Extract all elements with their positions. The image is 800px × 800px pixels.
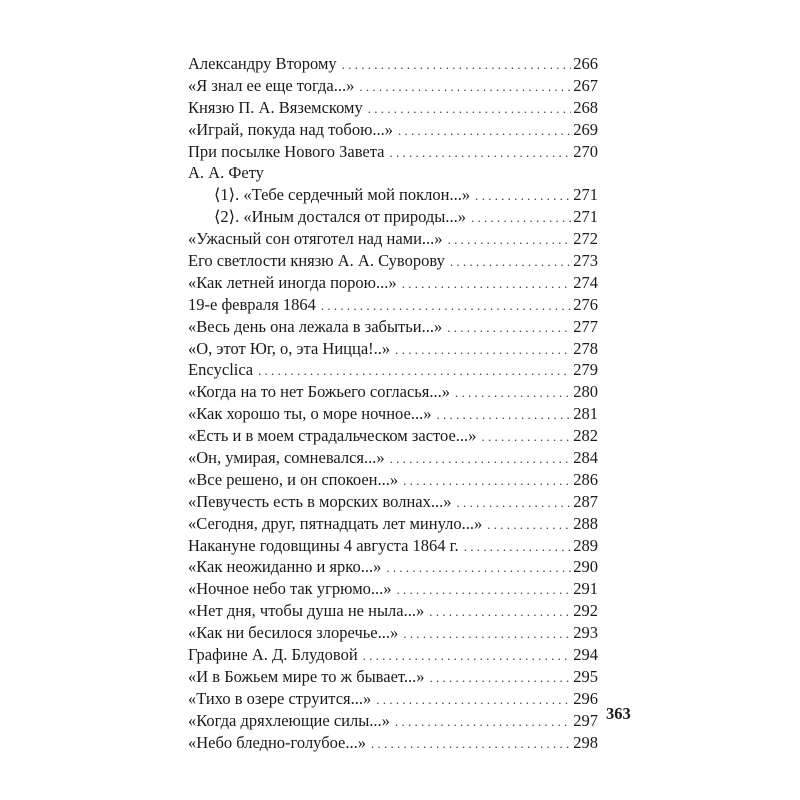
toc-entry-title: «Когда на то нет Божьего согласья...» <box>188 382 451 402</box>
toc-entry-page: 266 <box>573 54 598 73</box>
toc-entry <box>188 228 598 250</box>
toc-entry-title: «Я знал ее еще тогда...» <box>188 75 355 95</box>
toc-entry <box>188 688 598 710</box>
toc-entry <box>188 556 598 578</box>
toc-entry-page: 295 <box>573 666 598 686</box>
toc-entry-title: А. А. Фету <box>188 163 264 183</box>
toc-entry-title: «Играй, покуда над тобою...» <box>188 119 394 139</box>
toc-entry <box>188 732 598 754</box>
dot-leader <box>376 689 571 711</box>
dot-leader <box>390 448 572 470</box>
toc-entry <box>188 184 598 206</box>
toc-entry <box>188 250 598 272</box>
toc-entry-page: 273 <box>573 251 598 271</box>
toc-entry <box>188 75 598 97</box>
toc-entry-title: «Тихо в озере струится...» <box>188 688 372 708</box>
toc-entry-title: Накануне годовщины 4 августа 1864 г. <box>188 535 459 555</box>
toc-entry-page: 276 <box>573 294 598 314</box>
toc-entry-title: «Нет дня, чтобы душа не ныла...» <box>188 601 425 621</box>
toc-entry <box>188 600 598 622</box>
dot-leader <box>448 229 572 251</box>
toc-entry-page: 271 <box>573 185 598 205</box>
dot-leader <box>321 295 571 317</box>
toc-entry-title: «Ночное небо так угрюмо...» <box>188 579 392 599</box>
toc-entry-page: 288 <box>573 513 598 533</box>
toc-entry-page: 294 <box>573 645 598 665</box>
toc-entry-page: 287 <box>573 491 598 511</box>
toc-entry-page: 298 <box>573 732 598 752</box>
toc-entry-page: 297 <box>573 710 598 730</box>
toc-entry-page: 286 <box>573 469 598 489</box>
toc-entry <box>188 162 598 184</box>
toc-entry-title: «Когда дряхлеющие силы...» <box>188 710 390 730</box>
toc-entry-page: 279 <box>573 360 598 380</box>
toc-entry-title: «Певучесть есть в морских волнах...» <box>188 491 452 511</box>
dot-leader <box>368 98 572 120</box>
toc-entry <box>188 119 598 141</box>
toc-entry-title: «Весь день она лежала в забытьи...» <box>188 316 443 336</box>
dot-leader <box>386 557 571 579</box>
toc-entry-page: 268 <box>573 97 598 117</box>
toc-entry-title: «Как ни бесилося злоречье...» <box>188 623 399 643</box>
toc-entry-page: 282 <box>573 426 598 446</box>
toc-entry-page: 291 <box>573 579 598 599</box>
toc-entry-title: «Небо бледно-голубое...» <box>188 732 367 752</box>
toc-entry <box>188 359 598 381</box>
toc-entry <box>188 141 598 163</box>
toc-entry-page: 272 <box>573 229 598 249</box>
toc-entry-page: 267 <box>573 75 598 95</box>
toc-entry-title: «Как летней иногда порою...» <box>188 272 397 292</box>
toc-entry-title: «Ужасный сон отяготел над нами...» <box>188 229 443 249</box>
toc-entry-title: «Как неожиданно и ярко...» <box>188 557 382 577</box>
table-of-contents <box>188 53 598 754</box>
toc-entry-page: 271 <box>573 207 598 227</box>
toc-entry-title: 19-е февраля 1864 <box>188 294 316 314</box>
toc-entry <box>188 206 598 228</box>
dot-leader <box>487 514 571 536</box>
dot-leader <box>342 54 572 76</box>
dot-leader <box>475 185 571 207</box>
toc-entry-title: «Он, умирая, сомневался...» <box>188 448 385 468</box>
dot-leader <box>456 492 571 514</box>
toc-entry-title: Encyclica <box>188 360 254 380</box>
toc-entry-page: 281 <box>573 404 598 424</box>
dot-leader <box>403 623 571 645</box>
toc-entry-title: Графине А. Д. Блудовой <box>188 645 358 665</box>
toc-entry-title: При посылке Нового Завета <box>188 141 385 161</box>
dot-leader <box>397 579 572 601</box>
toc-entry-page: 289 <box>573 535 598 555</box>
toc-entry <box>188 710 598 732</box>
toc-entry <box>188 381 598 403</box>
toc-entry-title: ⟨2⟩. «Иным достался от природы...» <box>214 207 466 227</box>
dot-leader <box>455 382 571 404</box>
dot-leader <box>447 317 571 339</box>
toc-entry-title: «Все решено, и он спокоен...» <box>188 469 399 489</box>
toc-entry-page: 269 <box>573 119 598 139</box>
toc-entry-page: 296 <box>573 688 598 708</box>
toc-entry-page: 280 <box>573 382 598 402</box>
dot-leader <box>464 536 572 558</box>
dot-leader <box>403 470 571 492</box>
page-number: 363 <box>606 704 631 723</box>
toc-entry-title: «Есть и в моем страдальческом застое...» <box>188 426 477 446</box>
dot-leader <box>450 251 571 273</box>
toc-entry <box>188 469 598 491</box>
dot-leader <box>436 404 571 426</box>
toc-entry <box>188 272 598 294</box>
toc-entry <box>188 535 598 557</box>
toc-entry <box>188 491 598 513</box>
dot-leader <box>359 76 571 98</box>
toc-entry <box>188 666 598 688</box>
toc-entry-title: «И в Божьем мире то ж бывает...» <box>188 666 425 686</box>
toc-entry-page: 292 <box>573 601 598 621</box>
toc-entry-page: 284 <box>573 448 598 468</box>
toc-entry-page: 274 <box>573 272 598 292</box>
dot-leader <box>429 601 571 623</box>
toc-entry <box>188 622 598 644</box>
toc-entry <box>188 338 598 360</box>
toc-entry <box>188 425 598 447</box>
toc-entry <box>188 294 598 316</box>
toc-entry-title: «Сегодня, друг, пятнадцать лет минуло...» <box>188 513 483 533</box>
dot-leader <box>395 711 571 733</box>
toc-entry-page: 290 <box>573 557 598 577</box>
toc-entry <box>188 513 598 535</box>
toc-entry <box>188 403 598 425</box>
toc-entry <box>188 53 598 75</box>
toc-entry-page: 270 <box>573 141 598 161</box>
toc-entry-title: Его светлости князю А. А. Суворову <box>188 251 445 271</box>
toc-entry-title: ⟨1⟩. «Тебе сердечный мой поклон...» <box>214 185 471 205</box>
toc-entry-title: Александру Второму <box>188 54 337 73</box>
dot-leader <box>363 645 572 667</box>
dot-leader <box>389 142 571 164</box>
toc-entry <box>188 644 598 666</box>
toc-entry <box>188 97 598 119</box>
toc-entry-title: «О, этот Юг, о, эта Ницца!..» <box>188 338 391 358</box>
dot-leader <box>402 273 572 295</box>
toc-entry-title: «Как хорошо ты, о море ночное...» <box>188 404 432 424</box>
dot-leader <box>430 667 572 689</box>
dot-leader <box>481 426 571 448</box>
dot-leader <box>258 360 571 382</box>
dot-leader <box>398 120 571 142</box>
toc-entry <box>188 578 598 600</box>
toc-entry-page: 293 <box>573 623 598 643</box>
dot-leader <box>371 733 571 755</box>
toc-entry-page: 278 <box>573 338 598 358</box>
toc-entry <box>188 316 598 338</box>
dot-leader <box>471 207 571 229</box>
toc-entry-page: 277 <box>573 316 598 336</box>
toc-entry-title: Князю П. А. Вяземскому <box>188 97 363 117</box>
dot-leader <box>395 339 571 361</box>
toc-entry <box>188 447 598 469</box>
